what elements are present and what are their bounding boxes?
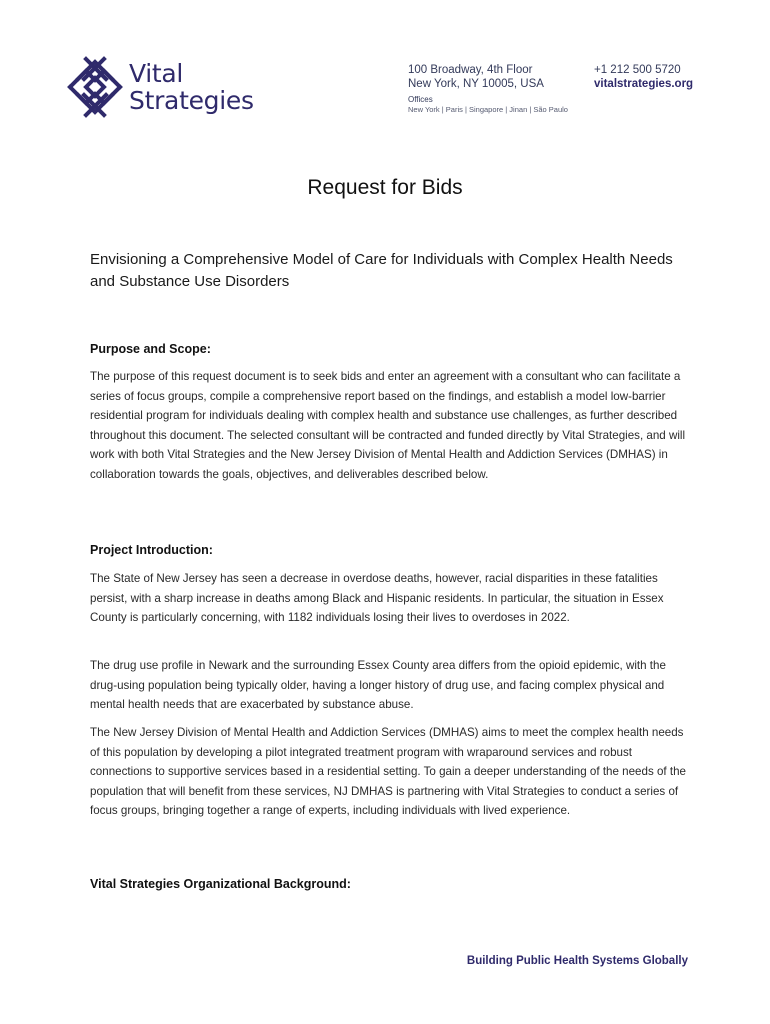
offices-list: New York | Paris | Singapore | Jinan | São Paulo	[408, 105, 568, 114]
introduction-paragraph-1: The State of New Jersey has seen a decrease in overdose deaths, however, racial disparities in these fatalities persist, with a sharp increase in deaths among Black and Hispanic residents. In particular, the situation in Essex County is particularly concerning, with 1182 individuals losing their lives to overdoses in 2022.	[90, 572, 664, 624]
background-heading: Vital Strategies Organizational Background:	[90, 877, 351, 891]
purpose-heading: Purpose and Scope:	[90, 342, 211, 356]
logo-line-1: Vital	[129, 59, 184, 88]
address-block	[408, 63, 568, 115]
footer-tagline: Building Public Health Systems Globally	[466, 955, 688, 967]
document-subtitle: Envisioning a Comprehensive Model of Care for Individuals with Complex Health Needs and Substance Use Disorders	[90, 251, 673, 290]
website-link[interactable]: vitalstrategies.org	[594, 78, 694, 90]
logo-mark-icon	[66, 56, 124, 118]
logo-line-2: Strategies	[129, 86, 254, 115]
phone-number: +1 212 500 5720	[594, 64, 681, 76]
document-title: Request for Bids	[307, 176, 463, 199]
logo-wordmark	[129, 60, 254, 114]
address-line-1: 100 Broadway, 4th Floor	[408, 64, 533, 76]
introduction-paragraph-2: The drug use profile in Newark and the surrounding Essex County area differs from the opioid epidemic, with the drug-using population being typically older, having a longer history of drug use, and facing complex physical and mental health needs that are exacerbated by substance abuse.	[90, 659, 666, 711]
offices-label: Offices	[408, 95, 433, 104]
contact-block	[594, 63, 693, 91]
purpose-paragraph: The purpose of this request document is to seek bids and enter an agreement with a consultant who can facilitate a series of focus groups, compile a comprehensive report based on the findings, and establish a model low-barrier residential program for individuals dealing with complex health and substance use challenges, as further described throughout this document. The selected consultant will be contracted and funded directly by Vital Strategies, and will work with both Vital Strategies and the New Jersey Division of Mental Health and Addiction Services (DMHAS) in collaboration towards the goals, objectives, and deliverables described below.	[90, 370, 686, 481]
introduction-heading: Project Introduction:	[90, 543, 213, 557]
vital-strategies-logo	[66, 56, 266, 126]
introduction-paragraph-3: The New Jersey Division of Mental Health and Addiction Services (DMHAS) aims to meet the complex health needs of this population by developing a pilot integrated treatment program with wraparound services and robust connections to supportive services based in a residential setting. To gain a deeper understanding of the needs of the population that will benefit from these services, NJ DMHAS is partnering with Vital Strategies to conduct a series of focus groups, bringing together a range of experts, including individuals with lived experience.	[90, 726, 686, 817]
address-line-2: New York, NY 10005, USA	[408, 78, 544, 90]
